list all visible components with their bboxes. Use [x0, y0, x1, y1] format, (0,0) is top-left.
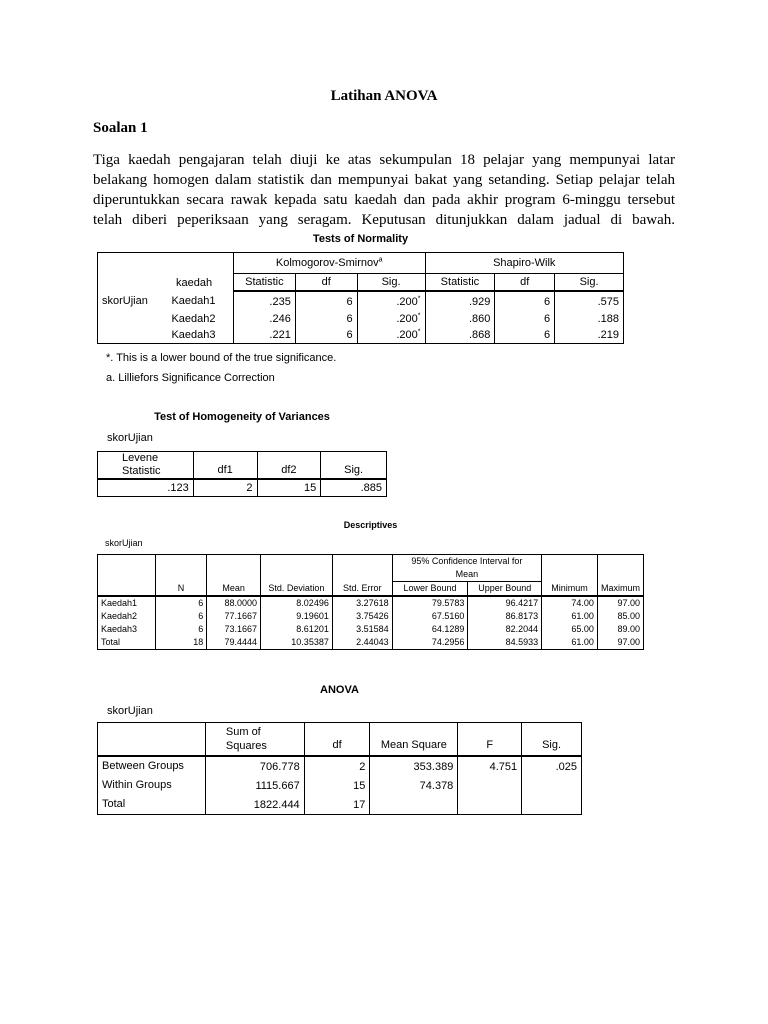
cell: 77.1667: [207, 610, 261, 623]
cell: 64.1289: [392, 623, 468, 636]
descriptives-table: [97, 554, 644, 650]
row-variable-header: kaedah: [176, 277, 213, 289]
levene-header: [98, 452, 194, 480]
row-label: Between Groups: [98, 756, 206, 776]
row-label: Kaedah1: [167, 291, 233, 311]
cell: [522, 795, 582, 815]
std-error-header: Std. Error: [332, 555, 392, 597]
sig-header: Sig.: [522, 723, 582, 757]
paragraph-line: telah diberi peperiksaan yang seragam. Keputusan ditunjukkan dalam jadual di bawah.: [93, 212, 675, 228]
cell: 74.00: [542, 596, 598, 610]
cell: 79.4444: [207, 636, 261, 650]
cell: 97.00: [597, 636, 643, 650]
cell: 3.75426: [332, 610, 392, 623]
df1-header: df1: [193, 452, 257, 480]
sw-sig-header: Sig.: [555, 274, 624, 292]
cell: 61.00: [542, 636, 598, 650]
cell: .025: [522, 756, 582, 776]
cell: 8.02496: [260, 596, 332, 610]
cell: 89.00: [597, 623, 643, 636]
ci-header-line2: Mean: [455, 569, 479, 579]
sw-df-header: df: [495, 274, 555, 292]
cell: 74.378: [370, 776, 458, 795]
cell: 82.2044: [468, 623, 542, 636]
normality-note-2: a. Lilliefors Significance Correction: [106, 372, 275, 384]
cell: 17: [304, 795, 370, 815]
cell: 3.51584: [332, 623, 392, 636]
anova-variable: skorUjian: [107, 705, 153, 717]
cell: 2.44043: [332, 636, 392, 650]
cell: 18: [155, 636, 206, 650]
cell: 67.5160: [392, 610, 468, 623]
cell: 4.751: [458, 756, 522, 776]
cell: 3.27618: [332, 596, 392, 610]
cell: 85.00: [597, 610, 643, 623]
cell: 61.00: [542, 610, 598, 623]
row-label: Kaedah2: [167, 311, 233, 327]
section-heading: Soalan 1: [93, 120, 148, 136]
cell: [522, 776, 582, 795]
cell: 97.00: [597, 596, 643, 610]
paragraph-line: diperuntukkan secara rawak kepada satu kaedah dan pada akhir program 6-minggu tersebut: [93, 192, 675, 208]
cell: 9.19601: [260, 610, 332, 623]
row-label: Kaedah2: [98, 610, 156, 623]
levene-header-line1: Levene: [122, 452, 159, 464]
cell: 86.8173: [468, 610, 542, 623]
cell: .221: [233, 327, 295, 344]
cell: 8.61201: [260, 623, 332, 636]
ci-header-line1: 95% Confidence Interval for: [411, 556, 523, 566]
homogeneity-table: [97, 451, 387, 497]
cell: 6: [495, 291, 555, 311]
paragraph-line: belakang homogen dalam statistik dan mempunyai bakat yang setanding. Setiap pelajar telah: [93, 172, 675, 188]
cell: .868: [425, 327, 495, 344]
ks-df-header: df: [295, 274, 357, 292]
cell: 74.2956: [392, 636, 468, 650]
ks-sig-header: Sig.: [357, 274, 425, 292]
cell: [458, 795, 522, 815]
cell: 84.5933: [468, 636, 542, 650]
cell: .188: [555, 311, 624, 327]
cell: 65.00: [542, 623, 598, 636]
cell: .200*: [357, 291, 425, 311]
ks-statistic-header: Statistic: [233, 274, 295, 292]
cell: 6: [155, 623, 206, 636]
row-label: Kaedah1: [98, 596, 156, 610]
cell: 6: [295, 291, 357, 311]
anova-table: [97, 722, 582, 815]
document-title: Latihan ANOVA: [330, 88, 438, 104]
ks-label: Kolmogorov-Smirnov: [275, 257, 379, 269]
cell: [458, 776, 522, 795]
df-header: df: [304, 723, 370, 757]
cell: .860: [425, 311, 495, 327]
f-header: F: [458, 723, 522, 757]
cell: 6: [495, 327, 555, 344]
cell: 73.1667: [207, 623, 261, 636]
cell: 96.4217: [468, 596, 542, 610]
cell: 6: [495, 311, 555, 327]
lower-bound-header: Lower Bound: [392, 582, 468, 597]
levene-header-line2: Statistic: [122, 465, 161, 477]
cell: 15: [257, 479, 321, 497]
ks-superscript: a: [378, 256, 383, 264]
cell: 706.778: [205, 756, 304, 776]
normality-note-1: *. This is a lower bound of the true significance.: [106, 352, 337, 364]
minimum-header: Minimum: [542, 555, 598, 597]
sig-header: Sig.: [321, 452, 387, 480]
upper-bound-header: Upper Bound: [468, 582, 542, 597]
cell: .235: [233, 291, 295, 311]
cell: .575: [555, 291, 624, 311]
anova-caption: ANOVA: [320, 684, 359, 696]
descriptives-variable: skorUjian: [105, 538, 143, 548]
sum-of-squares-header: [205, 723, 304, 757]
variable-label: skorUjian: [98, 291, 168, 311]
sw-group-header: Shapiro-Wilk: [425, 253, 624, 274]
normality-caption: Tests of Normality: [312, 233, 409, 245]
paragraph-line: Tiga kaedah pengajaran telah diuji ke atas sekumpulan 18 pelajar yang mempunyai latar: [93, 152, 675, 168]
cell: 2: [193, 479, 257, 497]
row-label: Kaedah3: [167, 327, 233, 344]
std-deviation-header: Std. Deviation: [260, 555, 332, 597]
maximum-header: Maximum: [597, 555, 643, 597]
cell: 2: [304, 756, 370, 776]
cell: .929: [425, 291, 495, 311]
sw-statistic-header: Statistic: [425, 274, 495, 292]
row-label: Within Groups: [98, 776, 206, 795]
cell: .246: [233, 311, 295, 327]
normality-table: [97, 252, 624, 344]
cell: 6: [295, 327, 357, 344]
cell: 15: [304, 776, 370, 795]
ci-group-header: [392, 555, 542, 582]
mean-square-header: Mean Square: [370, 723, 458, 757]
homogeneity-caption: Test of Homogeneity of Variances: [154, 411, 330, 423]
cell: 10.35387: [260, 636, 332, 650]
cell: .219: [555, 327, 624, 344]
n-header: N: [155, 555, 206, 597]
cell: 6: [295, 311, 357, 327]
cell: 1822.444: [205, 795, 304, 815]
problem-paragraph: [93, 150, 675, 230]
df2-header: df2: [257, 452, 321, 480]
mean-header: Mean: [207, 555, 261, 597]
ss-header-line1: Sum of: [225, 726, 261, 738]
ks-group-header: [233, 253, 425, 274]
cell: 6: [155, 610, 206, 623]
row-label: Total: [98, 795, 206, 815]
cell: .885: [321, 479, 387, 497]
cell: 1115.667: [205, 776, 304, 795]
row-label: Kaedah3: [98, 623, 156, 636]
cell: 6: [155, 596, 206, 610]
cell: .200*: [357, 327, 425, 344]
cell: 88.0000: [207, 596, 261, 610]
ss-header-line2: Squares: [225, 740, 267, 752]
cell: 79.5783: [392, 596, 468, 610]
cell: [370, 795, 458, 815]
descriptives-caption: Descriptives: [343, 520, 398, 530]
homogeneity-variable: skorUjian: [107, 432, 153, 444]
row-label: Total: [98, 636, 156, 650]
cell: .123: [98, 479, 194, 497]
cell: .200*: [357, 311, 425, 327]
cell: 353.389: [370, 756, 458, 776]
